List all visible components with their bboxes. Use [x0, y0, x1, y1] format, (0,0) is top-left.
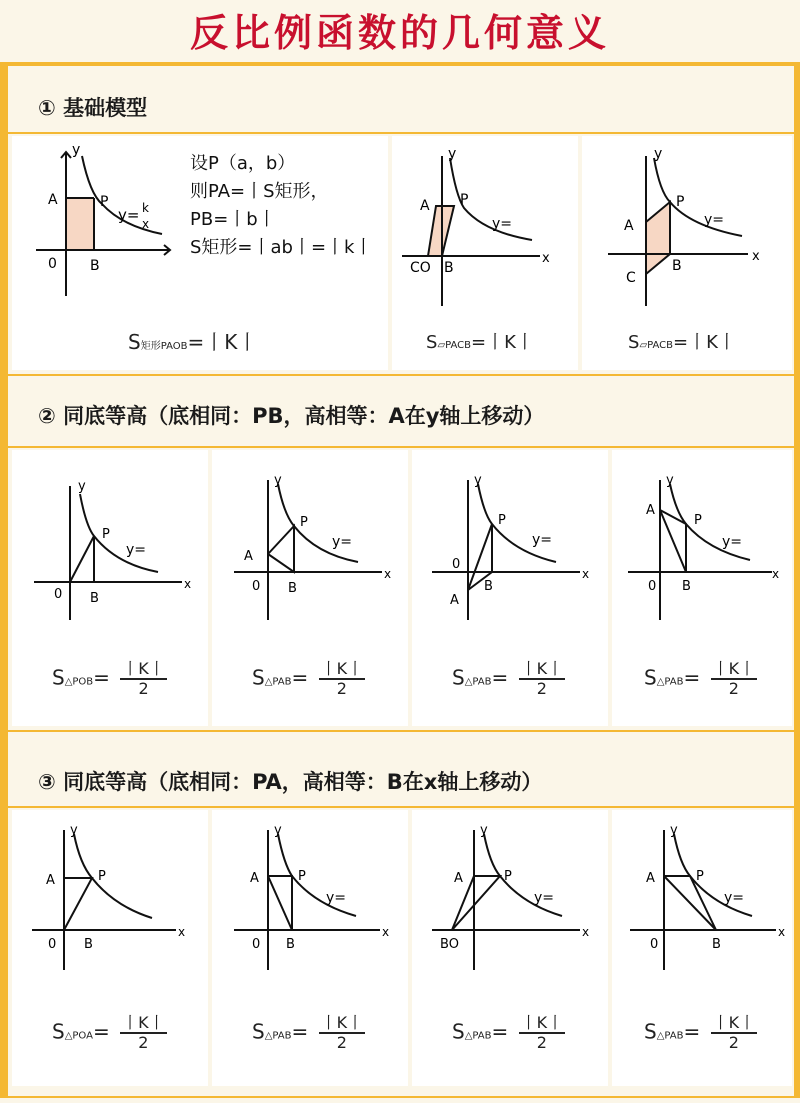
- func-label: y=: [724, 890, 745, 906]
- label-y: y: [448, 146, 457, 162]
- label-p: P: [498, 513, 506, 528]
- note-line-2: 则PA=丨S矩形，: [190, 181, 329, 202]
- label-c: C: [626, 270, 636, 286]
- func-label: y=: [722, 534, 743, 550]
- label-a: A: [46, 873, 55, 888]
- formula-row3-2: S△PAB= $\frac{\text{丨K丨}}{2}$: [252, 1013, 364, 1052]
- label-x: x: [184, 577, 192, 591]
- label-x: x: [772, 567, 780, 581]
- formula-row3-4: S△PAB= $\frac{\text{丨K丨}}{2}$: [644, 1013, 756, 1052]
- label-a: A: [48, 192, 58, 208]
- divider: [8, 806, 794, 808]
- section-3-title: ③ 同底等高（底相同：PA，高相等：B在x轴上移动）: [38, 770, 543, 794]
- row2-panel-4: [612, 450, 792, 726]
- label-bo: BO: [440, 937, 459, 952]
- formula-rect: S矩形PAOB=丨K丨: [128, 330, 258, 354]
- label-x: x: [178, 925, 186, 939]
- formula-parallelogram-2: S▱PACB=丨K丨: [628, 332, 736, 353]
- row2-panel-2: [212, 450, 408, 726]
- label-y: y: [274, 473, 282, 488]
- label-x: x: [778, 925, 786, 939]
- formula-row2-4: S△PAB= $\frac{\text{丨K丨}}{2}$: [644, 659, 756, 698]
- func-label: y=: [126, 542, 147, 558]
- row3-panel-3: [412, 810, 608, 1086]
- formula-row2-2: S△PAB= $\frac{\text{丨K丨}}{2}$: [252, 659, 364, 698]
- label-o: 0: [252, 937, 261, 952]
- label-p: P: [676, 194, 685, 210]
- label-a: A: [624, 218, 634, 234]
- func-label: y=: [534, 890, 555, 906]
- row2-panel-3: [412, 450, 608, 726]
- func-label: y=: [704, 212, 725, 228]
- section-2-header: [8, 400, 794, 440]
- section-2-title: ② 同底等高（底相同：PB，高相等：A在y轴上移动）: [38, 404, 545, 428]
- row3-panel-4: [612, 810, 792, 1086]
- label-b: B: [444, 260, 454, 276]
- label-p: P: [98, 869, 106, 884]
- label-p: P: [300, 515, 308, 530]
- formula-row2-3: S△PAB= $\frac{\text{丨K丨}}{2}$: [452, 659, 564, 698]
- label-y: y: [666, 473, 674, 488]
- label-o: 0: [648, 579, 657, 594]
- basic-panel-2: [392, 136, 578, 370]
- func-label: y=: [492, 216, 513, 232]
- label-y: y: [78, 479, 86, 494]
- label-co: CO: [410, 260, 431, 276]
- basic-note: [190, 150, 372, 262]
- label-y: y: [654, 146, 663, 162]
- label-x: x: [582, 925, 590, 939]
- label-b: B: [712, 937, 721, 952]
- label-a: A: [420, 198, 430, 214]
- label-p: P: [298, 869, 306, 884]
- func-label: y=: [326, 890, 347, 906]
- label-y: y: [670, 823, 678, 838]
- basic-panel-1: [12, 136, 388, 370]
- section-1-title: ① 基础模型: [38, 96, 148, 120]
- label-a: A: [244, 549, 253, 564]
- func-x: x: [142, 217, 150, 231]
- formula-row2-1: S△POB= $\frac{\text{丨K丨}}{2}$: [52, 659, 165, 698]
- label-p: P: [102, 527, 110, 542]
- func-label: y=: [118, 206, 140, 224]
- divider: [8, 132, 794, 134]
- divider: [8, 730, 794, 732]
- label-x: x: [752, 249, 760, 264]
- row2-panel-1: [12, 450, 208, 726]
- note-line-3: PB=丨b丨: [190, 209, 276, 230]
- label-a: A: [646, 871, 655, 886]
- label-p: P: [504, 869, 512, 884]
- divider: [8, 446, 794, 448]
- label-y: y: [70, 823, 78, 838]
- func-label: y=: [532, 532, 553, 548]
- shaded-rectangle: [66, 198, 94, 250]
- label-p: P: [694, 513, 702, 528]
- label-o: 0: [650, 937, 659, 952]
- note-line-1: 设P（a，b）: [190, 153, 296, 174]
- label-o: 0: [54, 587, 63, 602]
- page-title: 反比例函数的几何意义: [189, 10, 610, 55]
- label-x: x: [582, 567, 590, 581]
- label-b: B: [672, 258, 682, 274]
- formula-row3-1: S△POA= $\frac{\text{丨K丨}}{2}$: [52, 1013, 165, 1052]
- label-a: A: [250, 871, 259, 886]
- label-b: B: [286, 937, 295, 952]
- label-o: 0: [452, 557, 461, 572]
- label-p: P: [460, 192, 469, 208]
- section-1-header: [8, 92, 794, 132]
- label-y: y: [480, 823, 488, 838]
- label-b: B: [288, 581, 297, 596]
- label-p: P: [696, 869, 704, 884]
- label-b: B: [84, 937, 93, 952]
- label-o: 0: [48, 256, 57, 272]
- row3-panel-2: [212, 810, 408, 1086]
- label-y: y: [274, 823, 282, 838]
- label-b: B: [90, 258, 100, 274]
- label-x: x: [384, 567, 392, 581]
- func-label: y=: [332, 534, 353, 550]
- label-a: A: [454, 871, 463, 886]
- note-line-4: S矩形=丨ab丨=丨k丨: [190, 237, 373, 258]
- func-k: k: [142, 201, 149, 215]
- formula-row3-3: S△PAB= $\frac{\text{丨K丨}}{2}$: [452, 1013, 564, 1052]
- label-o: 0: [48, 937, 57, 952]
- label-y: y: [72, 142, 81, 158]
- label-y: y: [474, 473, 482, 488]
- formula-parallelogram-1: S▱PACB=丨K丨: [426, 332, 534, 353]
- row3-panel-1: [12, 810, 208, 1086]
- label-b: B: [90, 591, 99, 606]
- basic-panel-3: [582, 136, 792, 370]
- label-b: B: [682, 579, 691, 594]
- label-a: A: [646, 503, 655, 518]
- label-a: A: [450, 593, 459, 608]
- section-3-header: [8, 766, 794, 806]
- label-x: x: [382, 925, 390, 939]
- label-p: P: [100, 194, 109, 210]
- label-o: 0: [252, 579, 261, 594]
- divider: [8, 374, 794, 376]
- label-x: x: [542, 251, 550, 266]
- label-b: B: [484, 579, 493, 594]
